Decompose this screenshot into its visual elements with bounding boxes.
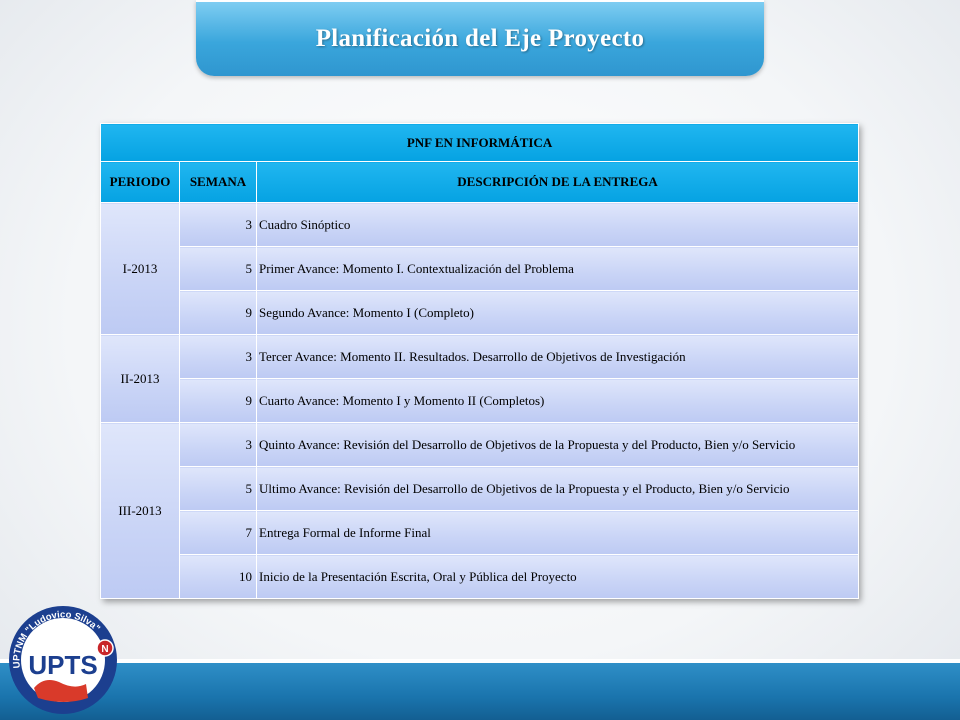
week-cell: 3 (180, 335, 257, 379)
description-cell: Ultimo Avance: Revisión del Desarrollo de Objetivos de la Propuesta y el Producto, Bien y/o Servicio (257, 467, 859, 511)
description-cell: Cuadro Sinóptico (257, 203, 859, 247)
table-row (101, 555, 859, 599)
description-cell: Entrega Formal de Informe Final (257, 511, 859, 555)
table-caption-row (101, 124, 859, 162)
table-header-row (101, 162, 859, 203)
week-cell: 7 (180, 511, 257, 555)
logo-letters: UPTS (28, 650, 98, 680)
week-cell: 9 (180, 379, 257, 423)
table-caption: PNF EN INFORMÁTICA (101, 124, 859, 162)
description-cell: Cuarto Avance: Momento I y Momento II (Completos) (257, 379, 859, 423)
description-cell: Quinto Avance: Revisión del Desarrollo de Objetivos de la Propuesta y del Producto, Bien y/o Servicio (257, 423, 859, 467)
table-row (101, 203, 859, 247)
period-cell: III-2013 (101, 423, 180, 599)
week-cell: 5 (180, 467, 257, 511)
week-cell: 9 (180, 291, 257, 335)
table-row (101, 291, 859, 335)
page-title: Planificación del Eje Proyecto (315, 25, 645, 52)
header-period: PERIODO (101, 162, 180, 203)
footer-bar (0, 663, 960, 720)
period-cell: I-2013 (101, 203, 180, 335)
title-banner (196, 0, 764, 76)
table-row (101, 467, 859, 511)
description-cell: Inicio de la Presentación Escrita, Oral y Pública del Proyecto (257, 555, 859, 599)
planning-table-container (100, 123, 858, 599)
week-cell: 3 (180, 423, 257, 467)
header-description: DESCRIPCIÓN DE LA ENTREGA (257, 162, 859, 203)
description-cell: Primer Avance: Momento I. Contextualización del Problema (257, 247, 859, 291)
table-row (101, 379, 859, 423)
week-cell: 5 (180, 247, 257, 291)
week-cell: 10 (180, 555, 257, 599)
table-row (101, 511, 859, 555)
period-cell: II-2013 (101, 335, 180, 423)
institution-logo (4, 598, 122, 716)
logo-badge-letter: N (101, 644, 109, 655)
logo-ring-text: UPTNM "Ludovico Silva" (11, 609, 103, 669)
description-cell: Tercer Avance: Momento II. Resultados. Desarrollo de Objetivos de Investigación (257, 335, 859, 379)
planning-table (100, 123, 859, 599)
description-cell: Segundo Avance: Momento I (Completo) (257, 291, 859, 335)
table-row (101, 423, 859, 467)
table-row (101, 335, 859, 379)
table-row (101, 247, 859, 291)
week-cell: 3 (180, 203, 257, 247)
header-week: SEMANA (180, 162, 257, 203)
